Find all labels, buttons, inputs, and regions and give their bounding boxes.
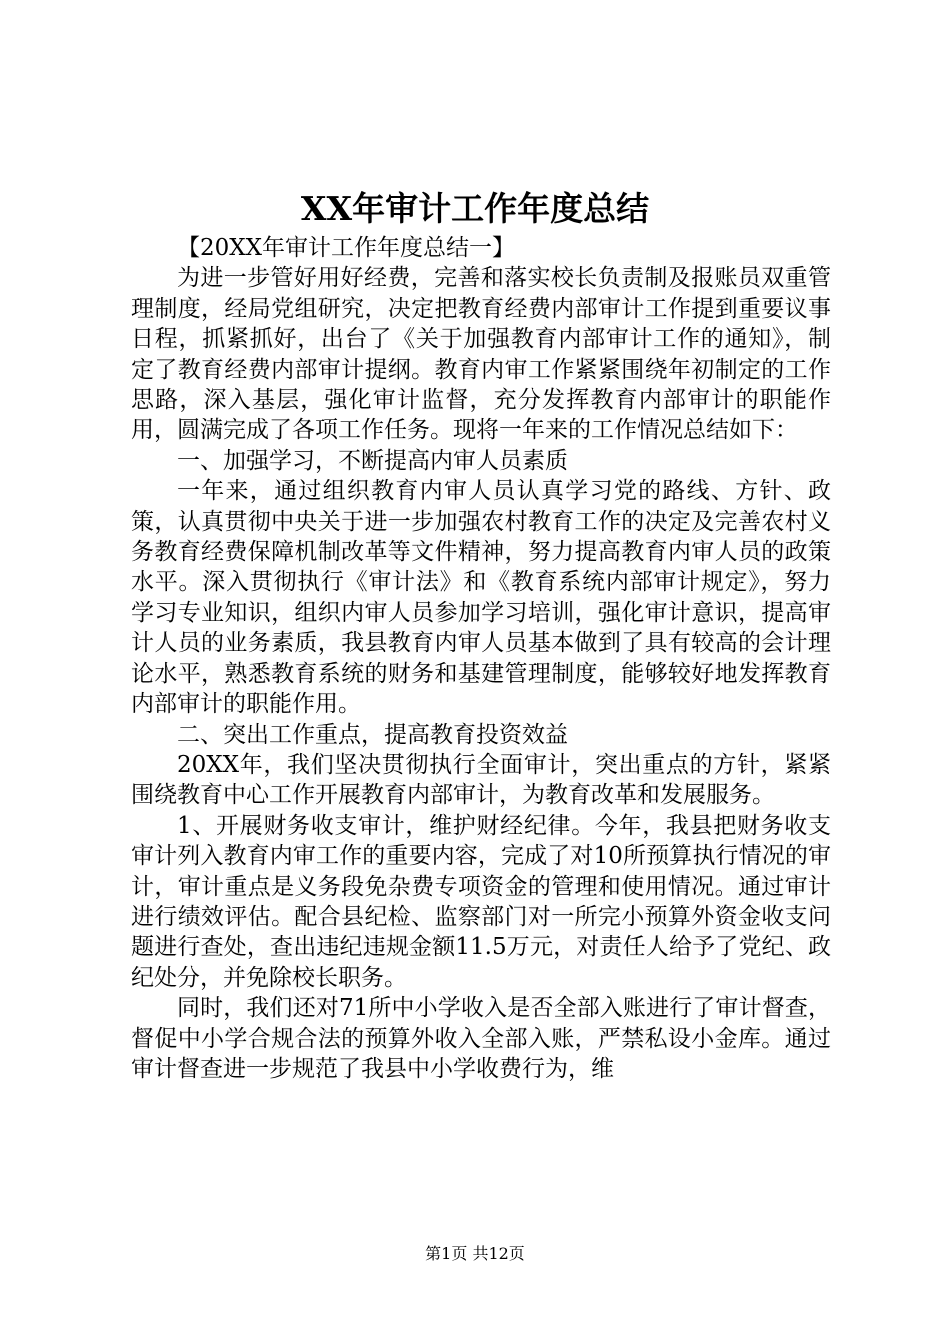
paragraph-audit-policy: 20XX年，我们坚决贯彻执行全面审计，突出重点的方针，紧紧围绕教育中心工作开展教育内部审计，为教育改革和发展服务。 [131, 751, 831, 809]
paragraph-supervision: 同时，我们还对71所中小学收入是否全部入账进行了审计督查，督促中小学合规合法的预算外收入全部入账，严禁私设小金库。通过审计督查进一步规范了我县中小学收费行为，维 [131, 995, 831, 1082]
paragraph-subtitle: 【20XX年审计工作年度总结一】 [177, 235, 516, 261]
paragraph-study: 一年来，通过组织教育内审人员认真学习党的路线、方针、政策，认真贯彻中央关于进一步加强农村教育工作的决定及完善农村义务教育经费保障机制改革等文件精神，努力提高教育内审人员的政策水平。深入贯彻执行《审计法》和《教育系统内部审计规定》，努力学习专业知识，组织内审人员参加学习培训，强化审计意识，提高审计人员的业务素质，我县教育内审人员基本做到了具有较高的会计理论水平，熟悉教育系统的财务和基建管理制度，能够较好地发挥教育内部审计的职能作用。 [131, 478, 831, 718]
paragraph-intro: 为进一步管好用好经费，完善和落实校长负责制及报账员双重管理制度，经局党组研究，决定把教育经费内部审计工作提到重要议事日程，抓紧抓好，出台了《关于加强教育内部审计工作的通知》，制定了教育经费内部审计提纲。教育内审工作紧紧围绕年初制定的工作思路，深入基层，强化审计监督，充分发挥教育内部审计的职能作用，圆满完成了各项工作任务。现将一年来的工作情况总结如下： [131, 265, 831, 444]
section-heading-1: 一、加强学习，不断提高内审人员素质 [177, 447, 568, 474]
document-title: XX年审计工作年度总结 [300, 189, 650, 228]
paragraph-financial-audit: 1、开展财务收支审计，维护财经纪律。今年，我县把财务收支审计列入教育内审工作的重要内容，完成了对10所预算执行情况的审计，审计重点是义务段免杂费专项资金的管理和使用情况。通过审计进行绩效评估。配合县纪检、监察部门对一所完小预算外资金收支问题进行查处，查出违纪违规金额11.5万元，对责任人给予了党纪、政纪处分，并免除校长职务。 [131, 812, 831, 991]
section-heading-2: 二、突出工作重点，提高教育投资效益 [177, 721, 568, 748]
document-body [131, 233, 831, 1084]
page-number: 第1页 共12页 [425, 1244, 525, 1263]
